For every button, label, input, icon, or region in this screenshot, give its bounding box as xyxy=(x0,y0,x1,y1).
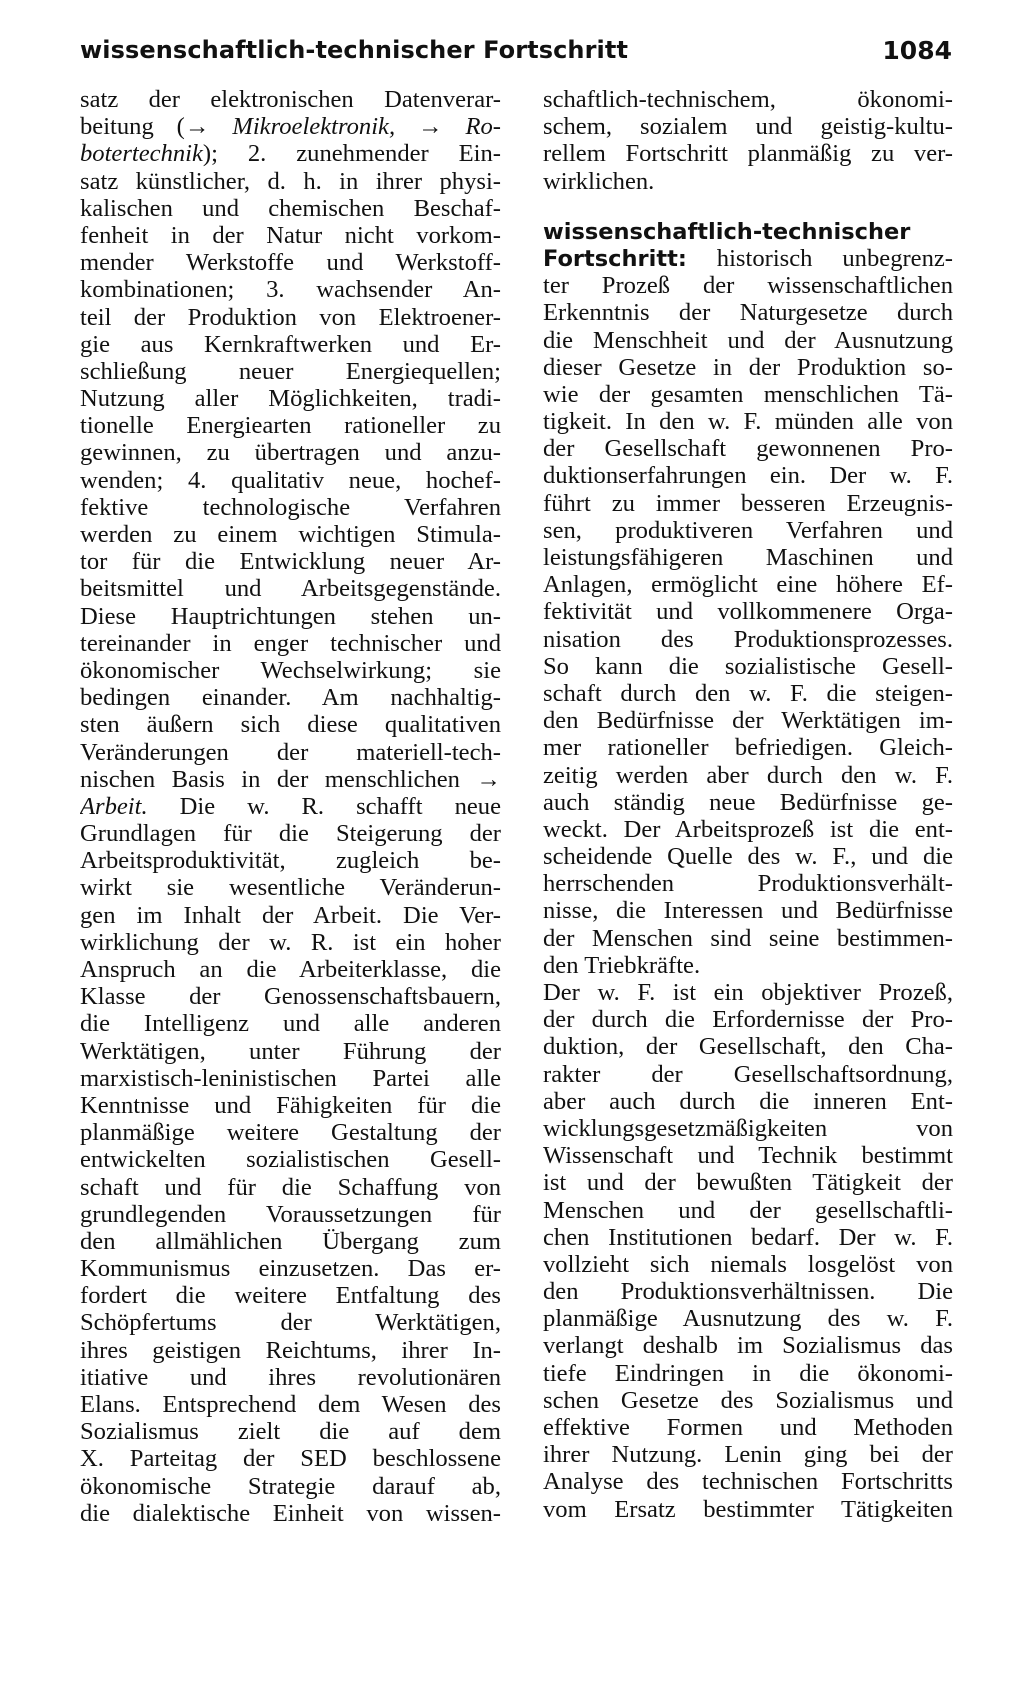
text-line: gewinnen, zu übertragen und anzu- xyxy=(80,439,501,467)
text-line: ist und der bewußten Tätigkeit der xyxy=(543,1169,953,1197)
text-line: entwickelten sozialistischen Gesell- xyxy=(80,1146,501,1174)
text-line: satz künstlicher, d. h. in ihrer physi- xyxy=(80,167,501,195)
text-line: grundlegenden Voraussetzungen für xyxy=(80,1200,501,1228)
text-line: fektivität und vollkommenere Orga- xyxy=(543,598,953,626)
text-line: wirklichung der w. R. ist ein hoher xyxy=(80,928,501,956)
text-line: ihres geistigen Reichtums, ihrer In- xyxy=(80,1336,501,1364)
text-line: kalischen und chemischen Beschaf- xyxy=(80,194,501,222)
text-line: duktion, der Gesellschaft, den Cha- xyxy=(543,1033,953,1061)
text-line: scheidende Quelle des w. F., und die xyxy=(543,843,953,871)
text-line: wirkt sie wesentliche Veränderun- xyxy=(80,874,501,902)
text-line: führt zu immer besseren Erzeugnis- xyxy=(543,489,953,517)
text-line: schaftlich-technischem, ökonomi- xyxy=(543,86,953,113)
text-line: Elans. Entsprechend dem Wesen des xyxy=(80,1391,501,1418)
text-line: So kann die sozialistische Gesell- xyxy=(543,652,953,680)
text-line: itiative und ihres revolutionären xyxy=(80,1363,501,1391)
text-line: schem, sozialem und geistig-kultu- xyxy=(543,113,953,141)
text-line: Sozialismus zielt die auf dem xyxy=(80,1418,501,1446)
text-line: rellem Fortschritt planmäßig zu ver- xyxy=(543,140,953,168)
text-line: gie aus Kernkraftwerken und Er- xyxy=(80,330,501,358)
text-line: Veränderungen der materiell-tech- xyxy=(80,738,501,766)
text-line: dieser Gesetze in der Produktion so- xyxy=(543,353,953,381)
text-line: duktionserfahrungen ein. Der w. F. xyxy=(543,462,953,490)
text-line: Analyse des technischen Fortschritts xyxy=(543,1468,953,1496)
text-line: vom Ersatz bestimmter Tätigkeiten xyxy=(543,1495,953,1523)
text-line: fordert die weitere Entfaltung des xyxy=(80,1282,501,1310)
text-line: Grundlagen für die Steigerung der xyxy=(80,820,501,848)
text-line: ihrer Nutzung. Lenin ging bei der xyxy=(543,1441,953,1469)
running-head: wissenschaftlich-technischer Fortschritt xyxy=(80,36,629,64)
text-line: die Intelligenz und alle anderen xyxy=(80,1010,501,1038)
text-line: Anspruch an die Arbeiterklasse, die xyxy=(80,956,501,983)
text-line: chen Institutionen bedarf. Der w. F. xyxy=(543,1223,953,1251)
cross-reference: Arbeit. xyxy=(80,792,148,820)
text-line: leistungsfähigeren Maschinen und xyxy=(543,544,953,571)
text-line: Anlagen, ermöglicht eine höhere Ef- xyxy=(543,571,953,599)
headword: wissenschaftlich-technischer xyxy=(543,218,911,245)
text-line: beitung (→ Mikroelektronik, → Ro- xyxy=(80,113,501,141)
cross-reference: botertechnik xyxy=(80,140,203,168)
text-line: wirklichen. xyxy=(543,167,655,195)
text-line: weckt. Der Arbeitsprozeß ist die ent- xyxy=(543,815,953,843)
text-line: Klasse der Genossenschaftsbauern, xyxy=(80,983,501,1011)
text-line: schließung neuer Energiequellen; xyxy=(80,357,501,385)
text-line: die dialektische Einheit von wissen- xyxy=(80,1499,501,1527)
text-line: gen im Inhalt der Arbeit. Die Ver- xyxy=(80,901,501,929)
text-line: effektive Formen und Methoden xyxy=(543,1414,953,1441)
text-line: herrschenden Produktionsverhält- xyxy=(543,870,953,898)
cross-reference: Mikroelektronik, → Ro- xyxy=(232,113,501,141)
text-line: tor für die Entwicklung neuer Ar- xyxy=(80,548,501,576)
text-line: botertechnik); 2. zunehmender Ein- xyxy=(80,140,501,168)
right-column xyxy=(543,86,953,1523)
text-line: werden zu einem wichtigen Stimula- xyxy=(80,521,501,548)
text-line: vollzieht sich niemals losgelöst von xyxy=(543,1250,953,1278)
text-line: Nutzung aller Möglichkeiten, tradi- xyxy=(80,385,501,413)
text-line: wicklungsgesetzmäßigkeiten von xyxy=(543,1114,953,1142)
text-line: der Gesellschaft gewonnenen Pro- xyxy=(543,435,953,463)
text-line: der durch die Erfordernisse der Pro- xyxy=(543,1006,953,1034)
text-line: den allmählichen Übergang zum xyxy=(80,1227,501,1255)
text-line: bedingen einander. Am nachhaltig- xyxy=(80,684,501,712)
text-line: Der w. F. ist ein objektiver Prozeß, xyxy=(543,979,953,1006)
text-line: tigkeit. In den w. F. münden alle von xyxy=(543,408,953,436)
text-line: der Menschen sind seine bestimmen- xyxy=(543,924,953,952)
text-line: tionelle Energiearten rationeller zu xyxy=(80,412,501,440)
entry-spacer xyxy=(543,195,953,218)
text-line: ter Prozeß der wissenschaftlichen xyxy=(543,272,953,300)
text-line: rakter der Gesellschaftsordnung, xyxy=(543,1060,953,1088)
text-line: sen, produktiveren Verfahren und xyxy=(543,516,953,544)
text-line: Arbeitsproduktivität, zugleich be- xyxy=(80,847,501,875)
text-line: Fortschritt: historisch unbegrenz- xyxy=(543,244,953,272)
text-line: schen Gesetze des Sozialismus und xyxy=(543,1386,953,1414)
text-line: kombinationen; 3. wachsender An- xyxy=(80,276,501,304)
headword: Fortschritt: xyxy=(543,245,687,272)
text-line: wie der gesamten menschlichen Tä- xyxy=(543,380,953,408)
text-line: Schöpfertums der Werktätigen, xyxy=(80,1309,501,1337)
text-line: sten äußern sich diese qualitativen xyxy=(80,711,501,739)
text-line: beitsmittel und Arbeitsgegenstände. xyxy=(80,575,501,603)
text-line: Arbeit. Die w. R. schafft neue xyxy=(80,792,501,820)
text-line: schaft und für die Schaffung von xyxy=(80,1173,501,1201)
text-line: zeitig werden aber durch den w. F. xyxy=(543,761,953,789)
text-line: nisse, die Interessen und Bedürfnisse xyxy=(543,897,953,925)
text-line: ökonomische Strategie darauf ab, xyxy=(80,1472,501,1500)
text-line: die Menschheit und der Ausnutzung xyxy=(543,326,953,354)
text-line: auch ständig neue Bedürfnisse ge- xyxy=(543,788,953,816)
text-line: marxistisch-leninistischen Partei alle xyxy=(80,1064,501,1092)
text-line: mender Werkstoffe und Werkstoff- xyxy=(80,249,501,277)
text-line: mer rationeller befriedigen. Gleich- xyxy=(543,734,953,762)
text-line: planmäßige weitere Gestaltung der xyxy=(80,1119,501,1147)
text-line: planmäßige Ausnutzung des w. F. xyxy=(543,1305,953,1333)
text-line: Kommunismus einzusetzen. Das er- xyxy=(80,1255,501,1283)
text-line: wenden; 4. qualitativ neue, hochef- xyxy=(80,466,501,494)
text-line: teil der Produktion von Elektroener- xyxy=(80,303,501,331)
text-line: satz der elektronischen Datenverar- xyxy=(80,86,501,113)
text-line: aber auch durch die inneren Ent- xyxy=(543,1087,953,1115)
text-line: den Produktionsverhältnissen. Die xyxy=(543,1278,953,1306)
text-line: X. Parteitag der SED beschlossene xyxy=(80,1445,501,1473)
text-line: tiefe Eindringen in die ökonomi- xyxy=(543,1359,953,1387)
text-line: Diese Hauptrichtungen stehen un- xyxy=(80,602,501,630)
entry-headword xyxy=(543,218,953,245)
text-line: Werktätigen, unter Führung der xyxy=(80,1037,501,1065)
page-number: 1084 xyxy=(882,36,952,65)
text-line: tereinander in enger technischer und xyxy=(80,629,501,657)
text-line: fenheit in der Natur nicht vorkom- xyxy=(80,221,501,249)
text-line: Kenntnisse und Fähigkeiten für die xyxy=(80,1091,501,1119)
text-line: verlangt deshalb im Sozialismus das xyxy=(543,1332,953,1360)
text-line: Wissenschaft und Technik bestimmt xyxy=(543,1142,953,1170)
text-line: nischen Basis in der menschlichen → xyxy=(80,765,501,793)
text-line: fektive technologische Verfahren xyxy=(80,493,501,521)
text-line: den Bedürfnisse der Werktätigen im- xyxy=(543,707,953,735)
text-line: den Triebkräfte. xyxy=(543,951,701,979)
text-line: ökonomischer Wechselwirkung; sie xyxy=(80,656,501,684)
page-header xyxy=(80,30,952,70)
text-line: schaft durch den w. F. die steigen- xyxy=(543,679,953,707)
text-line: nisation des Produktionsprozesses. xyxy=(543,625,953,653)
text-line: Menschen und der gesellschaftli- xyxy=(543,1196,953,1224)
left-column xyxy=(80,86,501,1527)
text-line: Erkenntnis der Naturgesetze durch xyxy=(543,299,953,327)
